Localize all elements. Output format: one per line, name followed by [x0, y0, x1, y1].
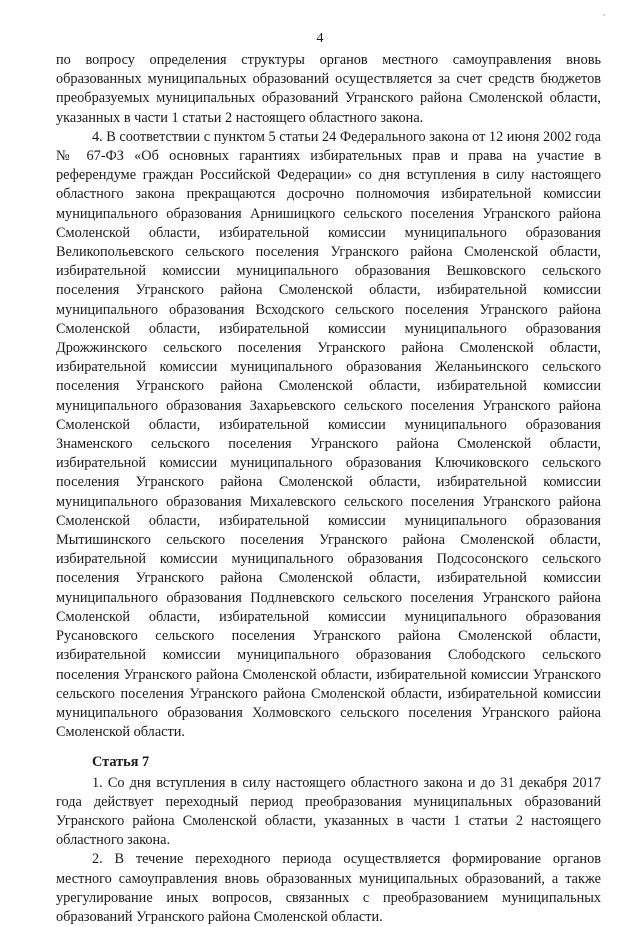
page-number: 4 [316, 31, 324, 46]
article-7-heading: Статья 7 [92, 754, 150, 771]
paragraph-continuation: по вопросу определения структуры органов местного самоуправления вновь образованных муниципальных образований осуществляется за счет средств бюджетов преобразуемых муниципальных образований Угранского района Смоленской области, указанных в части 1 статьи 2 настоящего областного закона. [56, 52, 601, 126]
scan-mark: ˇ [603, 13, 606, 22]
article-7-part-2: 2. В течение переходного периода осуществляется формирование органов местного самоуправления вновь образованных муниципальных образований, а также урегулирование иных вопросов, связанных с преобразованием муниципальных образований Угранского района Смоленской области. [56, 851, 601, 925]
article-7-part-1: 1. Со дня вступления в силу настоящего областного закона и до 31 декабря 2017 года действует переходный период преобразования муниципальных образований Угранского района Смоленской области, указанных в части 1 статьи 2 настоящего областного закона. [56, 774, 601, 849]
document-body [56, 51, 601, 927]
paragraph-part-4: 4. В соответствии с пунктом 5 статьи 24 Федерального закона от 12 июня 2002 года № 67-ФЗ «Об основных гарантиях избирательных прав и права на участие в референдуме граждан Российской Федерации» со дня вступления в силу настоящего областного закона прекращаются досрочно полномочия избирательной комиссии муниципального образования Арнишицкого сельского поселения Угранского района Смоленской области, избирательной комиссии муниципального образования Великопольевского сельского поселения Угранского района Смоленской области, избирательной комиссии муниципального образования Вешковского сельского поселения Угранского района Смоленской области, избирательной комиссии муниципального образования Всходского сельского поселения Угранского района Смоленской области, избирательной комиссии муниципального образования Дрожжинского сельского поселения Угранского района Смоленской области, избирательной комиссии муниципального образования Желаньинского сельского поселения Угранского района Смоленской области, избирательной комиссии муниципального образования Захарьевского сельского поселения Угранского района Смоленской области, избирательной комиссии муниципального образования Знаменского сельского поселения Угранского района Смоленской области, избирательной комиссии муниципального образования Ключиковского сельского поселения Угранского района Смоленской области, избирательной комиссии муниципального образования Михалевского сельского поселения Угранского района Смоленской области, избирательной комиссии муниципального образования Мытишинского сельского поселения Угранского района Смоленской области, избирательной комиссии муниципального образования Подсосонского сельского поселения Угранского района Смоленской области, избирательной комиссии муниципального образования Подлневского сельского поселения Угранского района Смоленской области, избирательной комиссии муниципального образования Русановского сельского поселения Угранского района Смоленской области, избирательной комиссии муниципального образования Слободского сельского поселения Угранского района Смоленской области, избирательной комиссии Угранского сельского поселения Угранского района Смоленской области, избирательной комиссии муниципального образования Холмовского сельского поселения Угранского района Смоленской области. [56, 128, 601, 741]
